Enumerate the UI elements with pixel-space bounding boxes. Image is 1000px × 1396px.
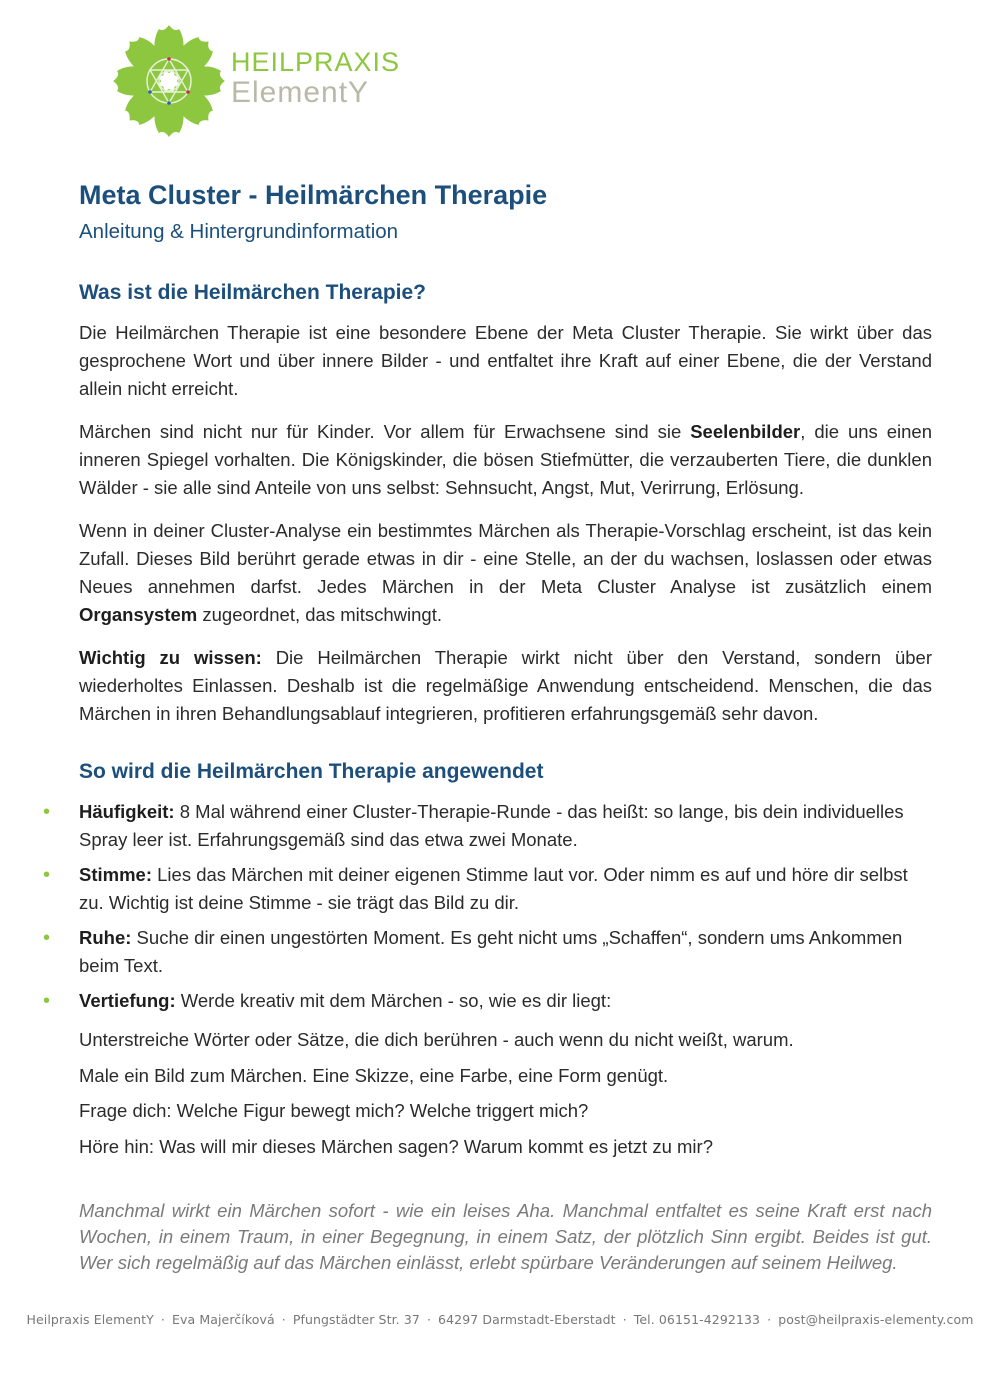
- paragraph-1: Die Heilmärchen Therapie ist eine besondere Ebene der Meta Cluster Therapie. Sie wirkt über das gesprochene Wort und über innere Bilder - und entfaltet ihre Kraft auf einer Ebene, die der Verstand allein nicht erreicht.: [79, 322, 932, 399]
- paragraph-3-text-a: Wenn in deiner Cluster-Analyse ein bestimmtes Märchen als Therapie-Vorschlag erscheint, ist das kein Zufall. Dieses Bild berührt gerade etwas in dir - eine Stelle, an der du wachsen, loslassen oder etwas Neues annehmen darfst. Jedes Märchen in der Meta Cluster Analyse ist zusätzlich einem: [79, 520, 932, 597]
- logo: [110, 22, 430, 140]
- footer-separator: ·: [281, 1312, 286, 1327]
- list-item-label: Vertiefung:: [79, 990, 176, 1011]
- paragraph-2-bold: Seelenbilder: [690, 421, 801, 442]
- footer-separator: ·: [160, 1312, 165, 1327]
- list-item-text: Lies das Märchen mit deiner eigenen Stimme laut vor. Oder nimm es auf und höre dir selbst zu. Wichtig ist deine Stimme - sie trägt das Bild zu dir.: [79, 864, 908, 913]
- footer-separator: ·: [622, 1312, 627, 1327]
- paragraph-2-text-a: Märchen sind nicht nur für Kinder. Vor allem für Erwachsene sind sie: [79, 421, 691, 442]
- suggestion-item: Frage dich: Welche Figur bewegt mich? Welche triggert mich?: [79, 1100, 589, 1121]
- section-heading-how-to: So wird die Heilmärchen Therapie angewendet: [79, 760, 544, 783]
- list-item-text: 8 Mal während einer Cluster-Therapie-Runde - das heißt: so lange, bis dein individuelles Spray leer ist. Erfahrungsgemäß sind das etwa zwei Monate.: [79, 801, 904, 850]
- deepening-suggestions: [79, 1026, 932, 1161]
- suggestion-item: Höre hin: Was will mir dieses Märchen sagen? Warum kommt es jetzt zu mir?: [79, 1135, 713, 1157]
- document-body: [43, 178, 932, 1276]
- suggestion-item: Unterstreiche Wörter oder Sätze, die dich berühren - auch wenn du nicht weißt, warum.: [79, 1029, 794, 1050]
- list-item: [43, 924, 932, 980]
- instruction-list: [43, 798, 932, 1015]
- bullet-dot-icon: •: [43, 864, 51, 886]
- footer-practice: Heilpraxis ElementY: [26, 1312, 154, 1327]
- paragraph-2-text-b: , die uns einen inneren Spiegel vorhalten. Die Königskinder, die bösen Stiefmütter, die verzauberten Tiere, die dunklen Wälder - sie alle sind Anteile von uns selbst: Sehnsucht, Angst, Mut, Verirrung, Erlösung.: [79, 421, 932, 498]
- list-item-label: Stimme:: [79, 864, 152, 885]
- footer-phone: Tel. 06151-4292133: [633, 1312, 761, 1327]
- bullet-dot-icon: •: [43, 927, 51, 949]
- section-heading-what-is: Was ist die Heilmärchen Therapie?: [79, 281, 426, 304]
- paragraph-4: [79, 644, 932, 728]
- list-item-text: Werde kreativ mit dem Märchen - so, wie es dir liegt:: [175, 990, 612, 1011]
- closing-quote: Manchmal wirkt ein Märchen sofort - wie ein leises Aha. Manchmal entfaltet es seine Kraft erst nach Wochen, in einem Traum, in einer Begegnung, in einem Satz, der plötzlich Sinn ergibt. Beides ist gut. Wer sich regelmäßig auf das Märchen einlässt, erlebt spürbare Veränderungen auf seinem Heilweg.: [79, 1199, 932, 1273]
- paragraph-3-bold: Organsystem: [79, 604, 198, 625]
- suggestion-item: Male ein Bild zum Märchen. Eine Skizze, eine Farbe, eine Form genügt.: [79, 1064, 669, 1086]
- footer-separator: ·: [426, 1312, 432, 1327]
- list-item-label: Ruhe:: [79, 927, 132, 948]
- footer-name: Eva Majerčíková: [172, 1312, 275, 1327]
- logo-text: [231, 49, 400, 108]
- paragraph-4-bold: Wichtig zu wissen:: [79, 647, 262, 668]
- page-subtitle: Anleitung & Hintergrundinformation: [79, 220, 399, 243]
- list-item-text: Suche dir einen ungestörten Moment. Es geht nicht ums „Schaffen“, sondern ums Ankommen beim Text.: [79, 927, 903, 976]
- bullet-dot-icon: •: [43, 801, 51, 823]
- paragraph-3-text-b: zugeordnet, das mitschwingt.: [197, 604, 442, 625]
- footer-email[interactable]: post@heilpraxis-elementy.com: [778, 1312, 974, 1327]
- footer-street: Pfungstädter Str. 37: [292, 1312, 420, 1327]
- paragraph-4-text: Die Heilmärchen Therapie wirkt nicht über den Verstand, sondern über wiederholtes Einlassen. Deshalb ist die regelmäßige Anwendung entscheidend. Menschen, die das Märchen in ihren Behandlungsablauf integrieren, profitieren erfahrungsgemäß sehr davon.: [79, 647, 932, 724]
- list-item-label: Häufigkeit:: [79, 801, 175, 822]
- list-item: [43, 798, 932, 854]
- paragraph-3: [79, 517, 932, 629]
- page-title: Meta Cluster - Heilmärchen Therapie: [79, 180, 548, 210]
- footer-city: 64297 Darmstadt-Eberstadt: [438, 1312, 616, 1327]
- footer: [0, 1312, 1000, 1327]
- bullet-dot-icon: •: [43, 990, 51, 1012]
- paragraph-2: [79, 418, 932, 502]
- list-item: [43, 861, 932, 917]
- list-item: [43, 987, 932, 1015]
- logo-subname: ElementY: [231, 76, 370, 109]
- footer-separator: ·: [767, 1312, 772, 1327]
- green-leaf-flower-icon: [110, 22, 228, 140]
- logo-name: HEILPRAXIS: [231, 47, 401, 77]
